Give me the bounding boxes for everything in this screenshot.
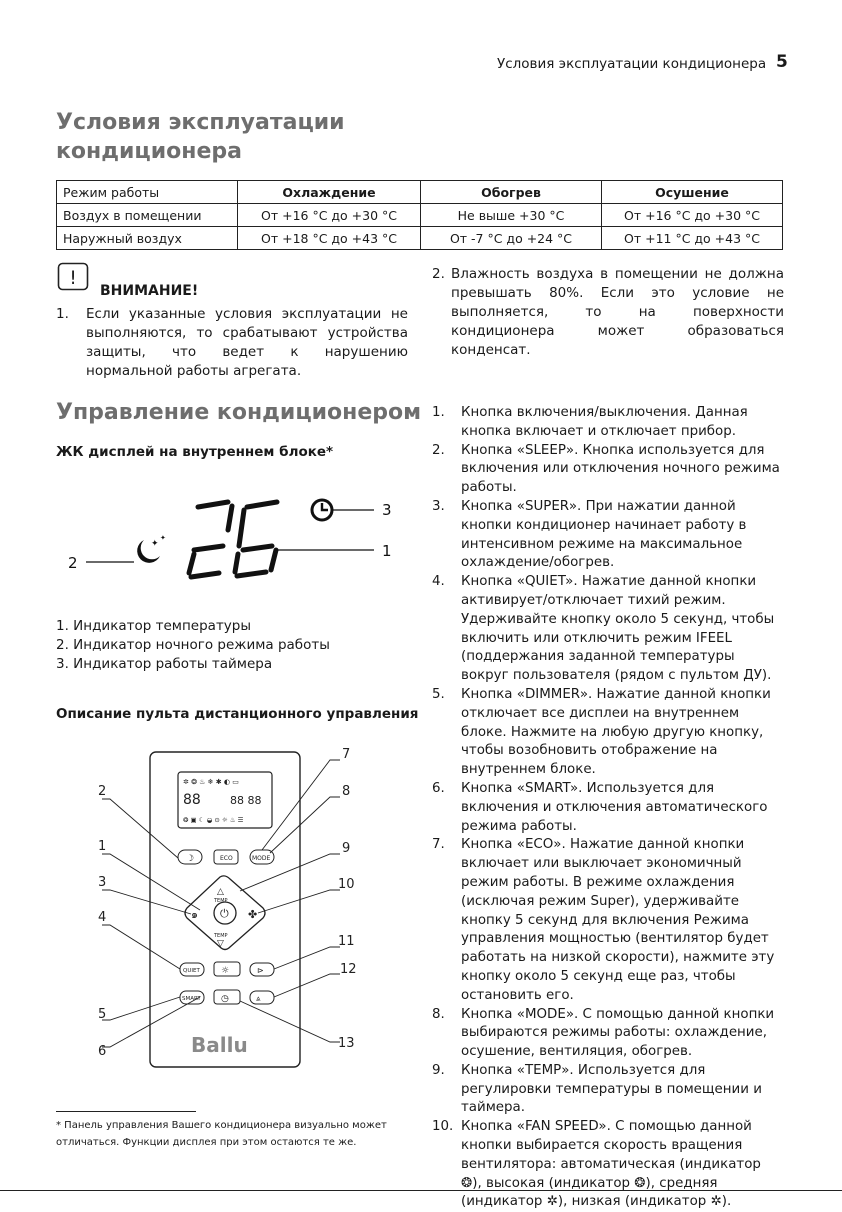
running-header: Условия эксплуатации кондиционера: [497, 56, 767, 72]
svg-text:◷: ◷: [221, 994, 229, 1004]
svg-text:☼: ☼: [221, 966, 230, 976]
table-cell: От +16 °С до +30 °С: [602, 204, 783, 227]
svg-text:6: 6: [98, 1044, 107, 1059]
svg-text:11: 11: [338, 934, 355, 949]
list-item: 6. Кнопка «SMART». Используется для включения и отключения автоматического режима работы.: [432, 780, 768, 834]
list-item: 4. Кнопка «QUIET». Нажатие данной кнопки активирует/отключает тихий режим. Удерживайте кнопку около 5 секунд, чтобы включить или отключить режим IFEEL (поддержания заданной температуры вокруг пользователя (рядом с пультом ДУ).: [432, 574, 775, 684]
svg-text:10: 10: [338, 877, 355, 892]
timer-icon: [312, 500, 332, 520]
svg-text:⩓: ⩓: [256, 994, 261, 1003]
table-cell: От -7 °С до +24 °С: [421, 227, 602, 250]
list-item: 10. Кнопка «FAN SPEED». С помощью данной кнопки выбирается скорость вращения вентилятора: автоматическая (индикатор ❂), высокая (индикатор ❂), средняя (индикатор ✲), низкая (индикатор ✲).: [432, 1119, 761, 1210]
warning-item-1: 1. Если указанные условия эксплуатации не выполняются, то срабатывают устройства защиты, что ведет к нарушению нормальной работы агрегата.: [56, 306, 408, 379]
callout-3: 3: [382, 501, 392, 519]
list-item: 2. Кнопка «SLEEP». Кнопка используется для включения или отключения ночного режима работы.: [432, 442, 780, 496]
list-item: 5. Кнопка «DIMMER». Нажатие данной кнопки отключает все дисплеи на внутреннем блоке. Нажмите на любую другую кнопку, чтобы возобновить отображение на внутреннем блоке.: [432, 686, 771, 778]
svg-text:ECO: ECO: [220, 855, 233, 862]
svg-text:❂ ▣ ☾ ◒ ⊙ ☼ ♨ ☰: ❂ ▣ ☾ ◒ ⊙ ☼ ♨ ☰: [183, 816, 244, 824]
warning-title: ВНИМАНИЕ!: [100, 283, 199, 299]
table-row: [57, 204, 783, 227]
svg-text:88 88: 88 88: [230, 794, 262, 807]
table-cell: От +18 °С до +43 °С: [238, 227, 421, 250]
feel-button: [250, 991, 274, 1004]
remote-heading: Описание пульта дистанционного управления: [56, 706, 419, 722]
svg-text:13: 13: [338, 1036, 355, 1051]
table-cell: Режим работы: [57, 181, 238, 204]
svg-text:△: △: [217, 887, 224, 897]
svg-text:3: 3: [98, 875, 107, 890]
svg-text:1: 1: [98, 839, 107, 854]
table-cell: Наружный воздух: [57, 227, 238, 250]
list-item: 1. Кнопка включения/выключения. Данная кнопка включает и отключает прибор.: [432, 405, 748, 439]
conditions-table: [56, 180, 783, 250]
svg-text:☽: ☽: [186, 854, 195, 864]
svg-text:✲ ❂ ♨ ❄ ✱ ◐ ▭: ✲ ❂ ♨ ❄ ✱ ◐ ▭: [183, 778, 239, 786]
table-row: [57, 181, 783, 204]
list-item: 3. Кнопка «SUPER». При нажатии данной кнопки кондиционер начинает работу в интенсивном режиме на максимальное охлаждение/обогрев.: [432, 498, 747, 571]
warning-item-2: 2. Влажность воздуха в помещении не должна превышать 80%. Если это условие не выполняется, то на поверхности кондиционера может образоваться конденсат.: [432, 266, 784, 358]
svg-text:✦: ✦: [160, 534, 166, 542]
list-item: 8. Кнопка «MODE». С помощью данной кнопки выбираются режимы работы: охлаждение, осушение, вентиляция, обогрев.: [432, 1006, 775, 1060]
svg-text:▽: ▽: [217, 939, 224, 949]
fan-speed-button: ✤: [248, 908, 258, 921]
section-title-control: Управление кондиционером: [56, 400, 422, 425]
display-digit-2: [189, 502, 232, 577]
svg-text:SMART: SMART: [182, 996, 201, 1002]
table-cell: Обогрев: [421, 181, 602, 204]
remote-buttons-list: [432, 404, 784, 1212]
svg-text:5: 5: [98, 1007, 107, 1022]
list-item: 7. Кнопка «ECO». Нажатие данной кнопки включает или выключает экономичный режим работы. В режиме охлаждения (исключая режим Super), удерживайте кнопку 5 секунд для включения Режима управления мощностью (вентилятор будет работать на низкой скорости), нажмите эту кнопку около 5 секунд еще раз, чтобы остановить его.: [432, 837, 775, 1003]
section-title-conditions: Условия эксплуатации кондиционера: [56, 110, 345, 164]
list-item: 9. Кнопка «TEMP». Используется для регулировки температуры в помещении и таймера.: [432, 1062, 762, 1116]
svg-text:!: !: [69, 267, 77, 289]
svg-text:TEMP: TEMP: [214, 898, 228, 904]
page-number: 5: [776, 52, 788, 72]
super-button: ๑: [191, 908, 198, 921]
table-cell: Воздух в помещении: [57, 204, 238, 227]
table-cell: Не выше +30 °С: [421, 204, 602, 227]
svg-text:MODE: MODE: [252, 855, 271, 862]
table-cell: От +16 °С до +30 °С: [238, 204, 421, 227]
svg-text:9: 9: [342, 841, 351, 856]
table-cell: Охлаждение: [238, 181, 421, 204]
svg-text:4: 4: [98, 910, 107, 925]
table-cell: От +11 °С до +43 °С: [602, 227, 783, 250]
table-row: [57, 227, 783, 250]
svg-text:⊳: ⊳: [257, 966, 264, 975]
brand-logo: Ballu: [191, 1033, 248, 1057]
footnote: * Панель управления Вашего кондиционера визуально может отличаться. Функции дисплея при этом остаются те же.: [56, 1120, 387, 1148]
display-digit-6: [235, 502, 277, 576]
svg-text:26: 26: [256, 492, 258, 493]
callout-1: 1: [382, 542, 392, 560]
svg-text:2: 2: [98, 784, 107, 799]
svg-text:TEMP: TEMP: [214, 933, 228, 939]
svg-text:⏻: ⏻: [220, 907, 229, 920]
svg-text:✦: ✦: [151, 539, 159, 549]
warning-icon: [57, 262, 89, 296]
lcd-heading: ЖК дисплей на внутреннем блоке*: [56, 444, 334, 460]
footnote-rule: [56, 1111, 196, 1112]
svg-text:88: 88: [183, 792, 201, 808]
night-mode-icon: [137, 534, 166, 563]
svg-text:12: 12: [340, 962, 357, 977]
svg-text:7: 7: [342, 747, 351, 762]
callout-2: 2: [68, 554, 78, 572]
lcd-legend: 1. Индикатор температуры 2. Индикатор ночного режима работы 3. Индикатор работы таймера: [56, 618, 330, 672]
page-bottom-rule: [0, 1190, 842, 1191]
svg-text:8: 8: [342, 784, 351, 799]
lcd-display-diagram: [56, 480, 416, 595]
table-cell: Осушение: [602, 181, 783, 204]
remote-control-diagram: [90, 742, 380, 1072]
svg-text:QUIET: QUIET: [183, 968, 200, 974]
